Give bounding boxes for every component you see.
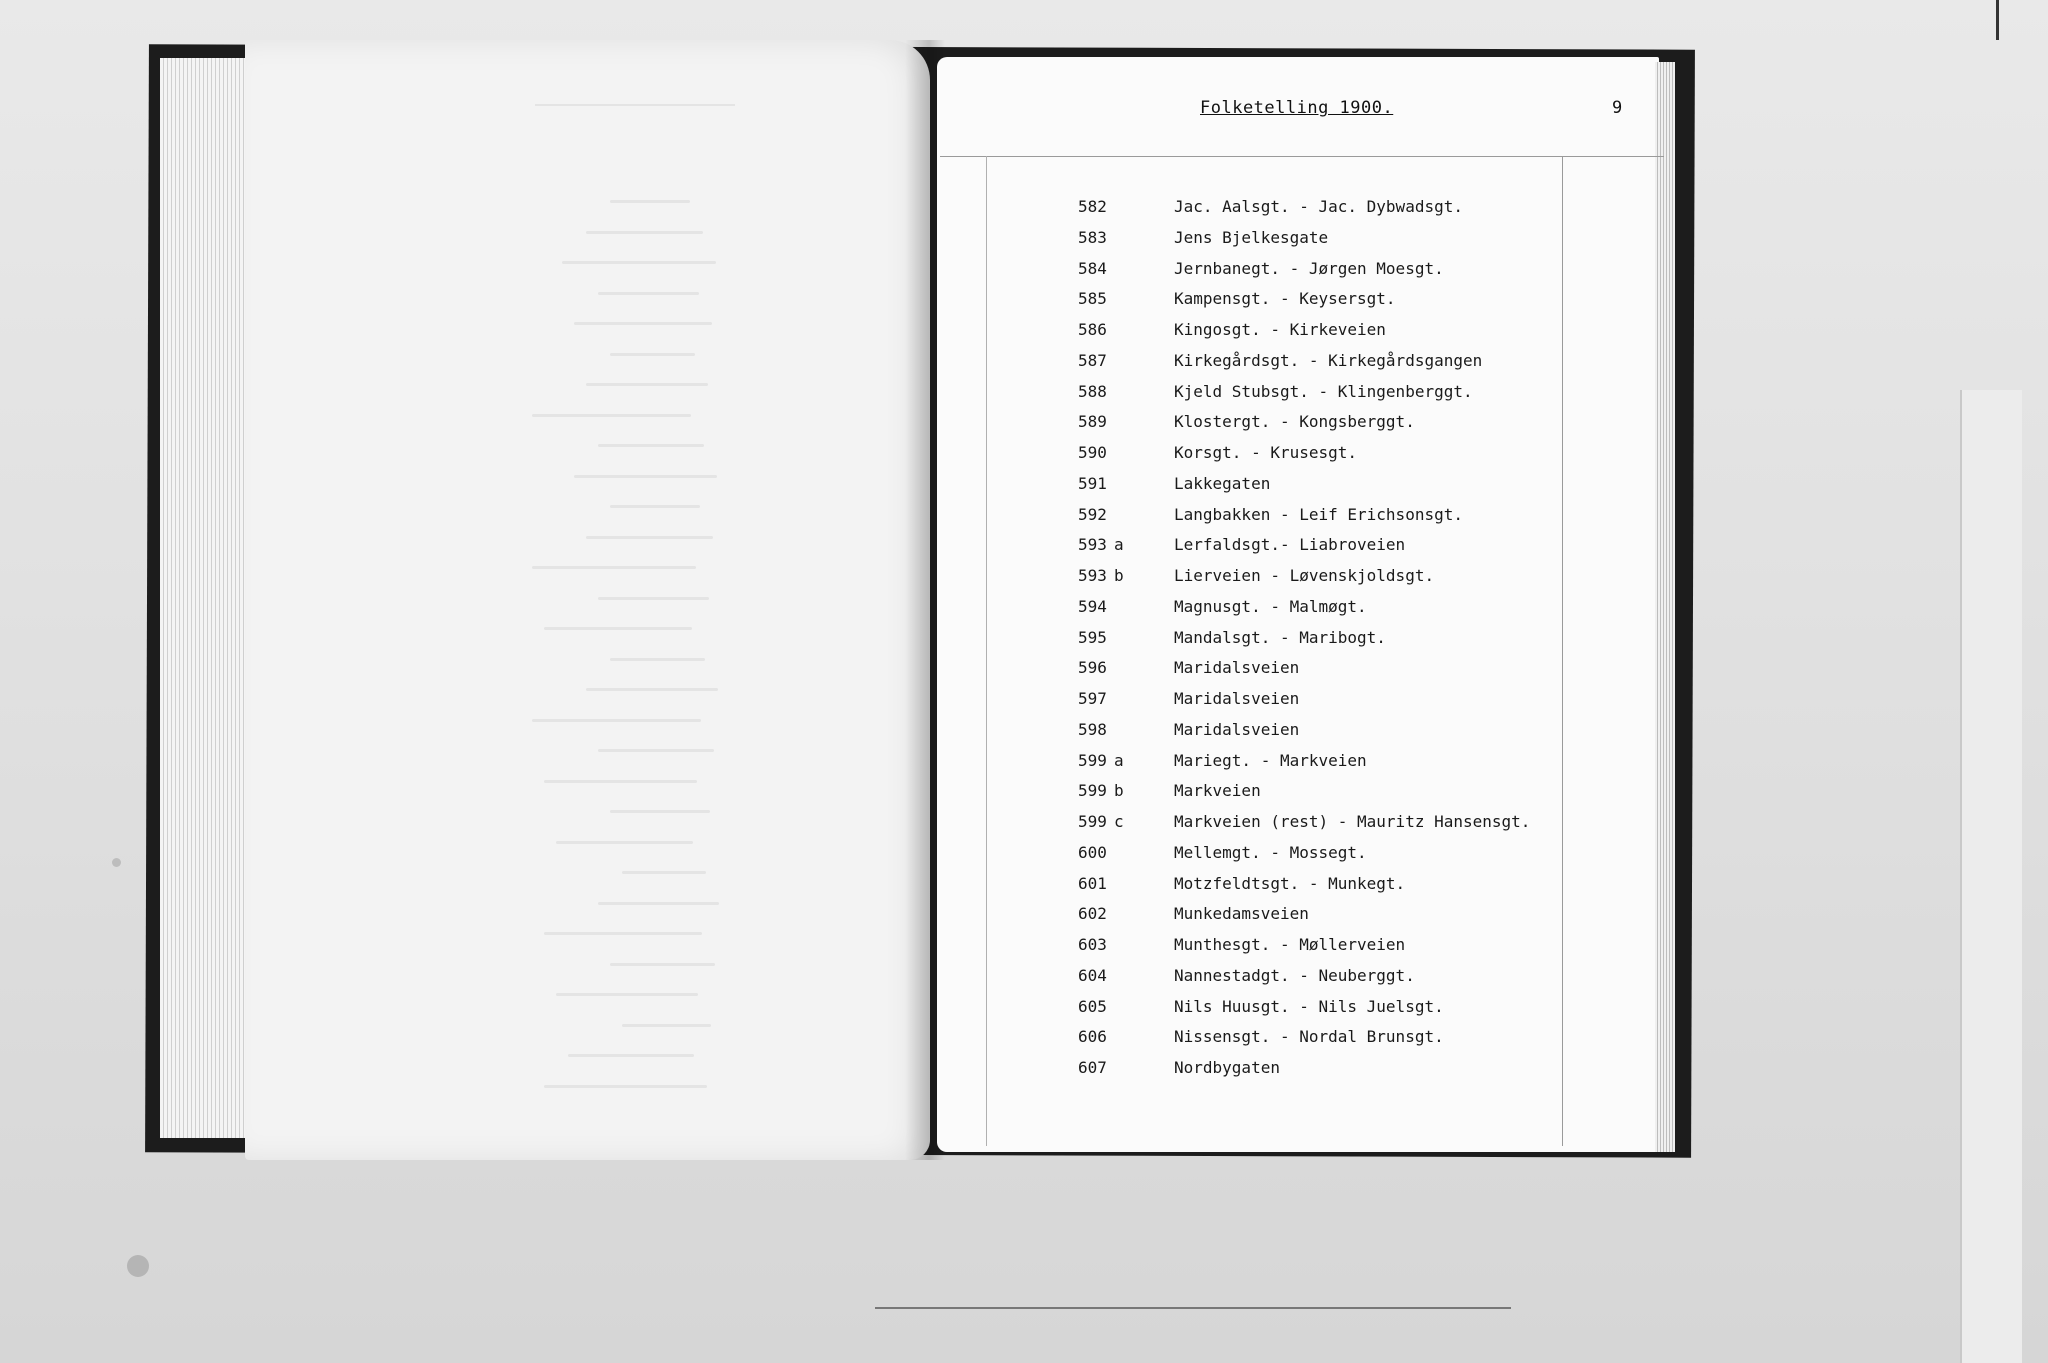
entry-number: 595 (1078, 628, 1107, 647)
edge-mark (1996, 0, 1999, 40)
bleed-through-line (586, 231, 703, 234)
bleed-through-line (586, 688, 718, 691)
entry-street-name: Kampensgt. - Keysersgt. (1174, 289, 1396, 308)
bleed-through-line (598, 597, 709, 600)
scan-rule-line (875, 1307, 1511, 1309)
entry-number: 582 (1078, 197, 1107, 216)
ghost-heading (535, 90, 735, 106)
bleed-through-line (574, 322, 712, 325)
scan-dust (127, 1255, 149, 1277)
entry-street-name: Markveien (1174, 781, 1261, 800)
entry-street-name: Nissensgt. - Nordal Brunsgt. (1174, 1027, 1444, 1046)
entry-street-name: Magnusgt. - Malmøgt. (1174, 597, 1367, 616)
entry-number: 598 (1078, 720, 1107, 739)
left-page-stack (160, 58, 250, 1138)
entry-street-name: Lierveien - Løvenskjoldsgt. (1174, 566, 1435, 585)
entry-street-name: Klostergt. - Kongsberggt. (1174, 412, 1415, 431)
bleed-through-line (622, 1024, 711, 1027)
bleed-through-line (544, 780, 697, 783)
bleed-through-line (598, 902, 719, 905)
bleed-through-line (610, 658, 705, 661)
bleed-through-line (598, 749, 714, 752)
bleed-through-line (562, 261, 716, 264)
entry-number: 597 (1078, 689, 1107, 708)
bleed-through-line (610, 963, 715, 966)
entry-number: 599 (1078, 812, 1107, 831)
entry-street-name: Kingosgt. - Kirkeveien (1174, 320, 1386, 339)
entry-street-name: Maridalsveien (1174, 658, 1300, 677)
entry-number: 607 (1078, 1058, 1107, 1077)
scan-dust (112, 858, 121, 867)
entry-street-name: Munkedamsveien (1174, 904, 1309, 923)
entry-number: 596 (1078, 658, 1107, 677)
entry-number: 601 (1078, 874, 1107, 893)
bleed-through-line (532, 719, 701, 722)
entry-number: 605 (1078, 997, 1107, 1016)
entry-number: 593 (1078, 566, 1107, 585)
entry-suffix: a (1114, 751, 1124, 770)
entry-number: 592 (1078, 505, 1107, 524)
bleed-through-line (532, 414, 691, 417)
entry-street-name: Markveien (rest) - Mauritz Hansensgt. (1174, 812, 1531, 831)
entry-street-name: Kirkegårdsgt. - Kirkegårdsgangen (1174, 351, 1483, 370)
entry-number: 606 (1078, 1027, 1107, 1046)
bleed-through-line (544, 627, 692, 630)
bleed-through-line (610, 353, 695, 356)
entry-street-name: Munthesgt. - Møllerveien (1174, 935, 1406, 954)
entry-street-name: Jens Bjelkesgate (1174, 228, 1329, 247)
entry-number: 594 (1078, 597, 1107, 616)
entry-suffix: c (1114, 812, 1124, 831)
entry-number: 599 (1078, 751, 1107, 770)
entry-number: 602 (1078, 904, 1107, 923)
bleed-through-line (544, 1085, 707, 1088)
entry-number: 583 (1078, 228, 1107, 247)
entry-street-name: Lakkegaten (1174, 474, 1271, 493)
entry-number: 604 (1078, 966, 1107, 985)
entry-street-name: Maridalsveien (1174, 720, 1300, 739)
entry-street-name: Nordbygaten (1174, 1058, 1280, 1077)
bleed-through-line (544, 932, 702, 935)
entry-street-name: Maridalsveien (1174, 689, 1300, 708)
entry-street-name: Mellemgt. - Mossegt. (1174, 843, 1367, 862)
bleed-through-line (610, 505, 700, 508)
entry-number: 591 (1078, 474, 1107, 493)
entry-number: 600 (1078, 843, 1107, 862)
bleed-through-line (586, 536, 713, 539)
entry-number: 589 (1078, 412, 1107, 431)
entry-suffix: b (1114, 781, 1124, 800)
bleed-through-line (574, 475, 717, 478)
entry-number: 586 (1078, 320, 1107, 339)
bleed-through-line (610, 810, 710, 813)
entry-suffix: b (1114, 566, 1124, 585)
entry-street-name: Nils Huusgt. - Nils Juelsgt. (1174, 997, 1444, 1016)
page-header: Folketelling 1900. (1200, 98, 1394, 118)
bleed-through-line (598, 444, 704, 447)
left-page-blank (245, 40, 930, 1160)
bleed-through-line (610, 200, 690, 203)
entry-street-name: Korsgt. - Krusesgt. (1174, 443, 1358, 462)
bleed-through-line (586, 383, 708, 386)
entry-number: 603 (1078, 935, 1107, 954)
entry-street-name: Mariegt. - Markveien (1174, 751, 1367, 770)
bleed-through-line (556, 993, 698, 996)
right-paper-strip (1960, 390, 2022, 1363)
entry-number: 588 (1078, 382, 1107, 401)
entry-street-name: Nannestadgt. - Neuberggt. (1174, 966, 1415, 985)
entry-number: 599 (1078, 781, 1107, 800)
table-right-rule (1562, 156, 1563, 1146)
entry-street-name: Jernbanegt. - Jørgen Moesgt. (1174, 259, 1444, 278)
bleed-through-line (532, 566, 696, 569)
entry-street-name: Lerfaldsgt.- Liabroveien (1174, 535, 1406, 554)
table-left-rule (986, 156, 987, 1146)
table-top-rule (940, 156, 1664, 157)
entry-number: 590 (1078, 443, 1107, 462)
entry-suffix: a (1114, 535, 1124, 554)
entry-street-name: Motzfeldtsgt. - Munkegt. (1174, 874, 1406, 893)
page-number: 9 (1612, 98, 1623, 118)
entry-number: 585 (1078, 289, 1107, 308)
entry-number: 587 (1078, 351, 1107, 370)
bleed-through-line (556, 841, 693, 844)
right-page-stack (1655, 62, 1675, 1152)
bleed-through-line (622, 871, 706, 874)
bleed-through-line (568, 1054, 694, 1057)
entry-number: 593 (1078, 535, 1107, 554)
entry-street-name: Jac. Aalsgt. - Jac. Dybwadsgt. (1174, 197, 1463, 216)
entry-street-name: Mandalsgt. - Maribogt. (1174, 628, 1386, 647)
entry-street-name: Kjeld Stubsgt. - Klingenberggt. (1174, 382, 1473, 401)
entry-number: 584 (1078, 259, 1107, 278)
bleed-through-line (598, 292, 699, 295)
entry-street-name: Langbakken - Leif Erichsonsgt. (1174, 505, 1463, 524)
